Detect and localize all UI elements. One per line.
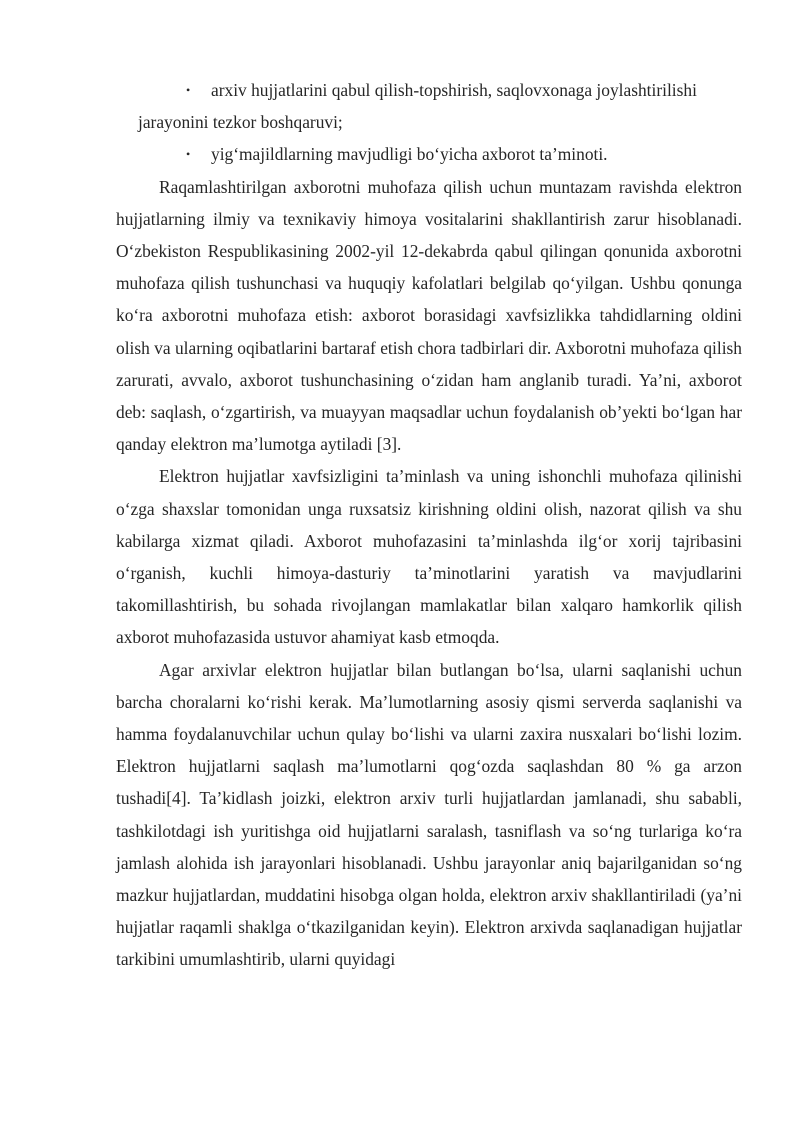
bullet-continuation: jarayonini tezkor boshqaruvi; — [138, 112, 343, 133]
bullet-item — [116, 138, 742, 170]
paragraph: Agar arxivlar elektron hujjatlar bilan butlangan bo‘lsa, ularni saqlanishi uchun barcha choralarni ko‘rishi kerak. Ma’lumotlarning asosiy qismi serverda saqlanishi va hamma foydalanuvchilar uchun qulay bo‘lishi va ularni zaxira nusxalari bo‘lishi lozim. Elektron hujjatlarni saqlash ma’lumotlarni qog‘ozda saqlashdan 80 % ga arzon tushadi[4]. Ta’kidlash joizki, elektron arxiv turli hujjatlardan jamlanadi, shu sababli, tashkilotdagi ish yuritishga oid hujjatlarni saralash, tasniflash va so‘ng turlariga ko‘ra jamlash alohida ish jarayonlari hisoblanadi. Ushbu jarayonlar aniq bajarilganidan so‘ng mazkur hujjatlardan, muddatini hisobga olgan holda, elektron arxiv shakllantiriladi (ya’ni hujjatlar raqamli shaklga o‘tkazilganidan keyin). Elektron arxivda saqlanadigan hujjatlar tarkibini umumlashtirib, ularni quyidagi — [116, 659, 742, 970]
bullet-item — [116, 74, 742, 106]
bullet-icon: • — [186, 147, 191, 162]
bullet-text: yig‘majildlarning mavjudligi bo‘yicha axborot ta’minoti. — [211, 144, 608, 165]
paragraph: Elektron hujjatlar xavfsizligini ta’minlash va uning ishonchli muhofaza qilinishi o‘zga shaxslar tomonidan unga ruxsatsiz kirishning oldini olish, nazorat qilish va shu kabilarga xizmat qiladi. Axborot muhofazasini ta’minlashda ilg‘or xorij tajribasini o‘rganish, kuchli himoya-dasturiy ta’minotlarini yaratish va mavjudlarini takomillashtirish, bu sohada rivojlangan mamlakatlar bilan xalqaro hamkorlik qilish axborot muhofazasida ustuvor ahamiyat kasb etmoqda. — [116, 466, 742, 648]
document-body — [116, 74, 742, 976]
bullet-text: arxiv hujjatlarini qabul qilish-topshirish, saqlovxonaga joylashtirilishi — [211, 80, 697, 100]
paragraph: Raqamlashtirilgan axborotni muhofaza qilish uchun muntazam ravishda elektron hujjatlarning ilmiy va texnikaviy himoya vositalarini shakllantirish zarur hisoblanadi. O‘zbekiston Respublikasining 2002-yil 12-dekabrda qabul qilingan qonunida axborotni muhofaza qilish tushunchasi va huquqiy kafolatlari belgilab qo‘yilgan. Ushbu qonunga ko‘ra axborotni muhofaza etish: axborot borasidagi xavfsizlikka tahdidlarning oldini olish va ularning oqibatlarini bartaraf etish chora tadbirlari dir. Axborotni muhofaza qilish zarurati, avvalo, axborot tushunchasining o‘zidan ham anglanib turadi. Ya’ni, axborot deb: saqlash, o‘zgartirish, va muayyan maqsadlar uchun foydalanish ob’yekti bo‘lgan har qanday elektron ma’lumotga aytiladi [3]. — [116, 176, 742, 455]
bullet-icon: • — [186, 83, 191, 97]
